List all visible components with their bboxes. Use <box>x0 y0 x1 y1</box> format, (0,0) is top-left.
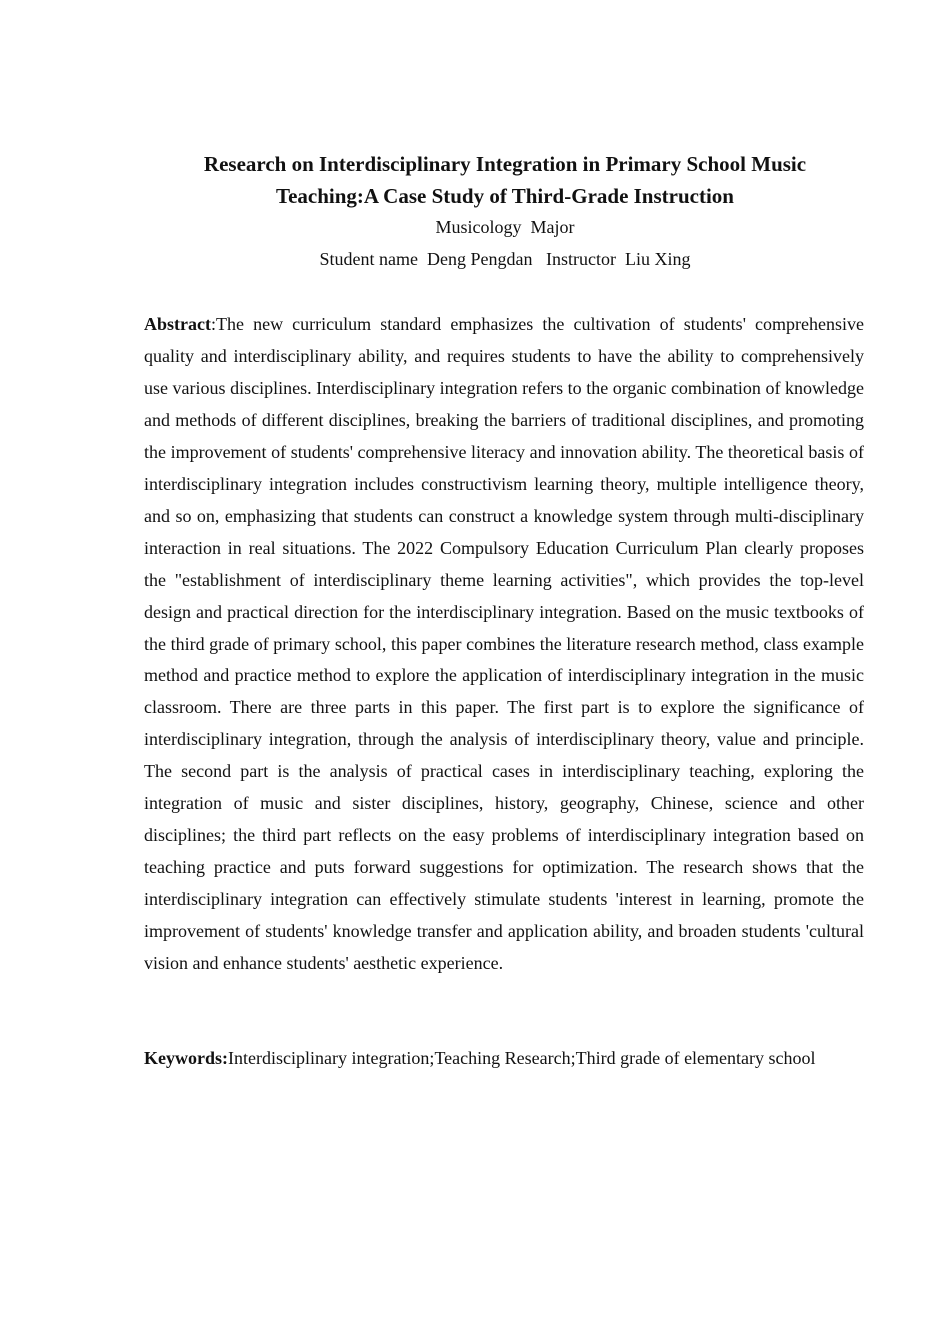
abstract-paragraph <box>144 309 864 980</box>
paper-title <box>150 148 860 212</box>
abstract-label: Abstract <box>144 314 211 334</box>
keywords-text: Interdisciplinary integration;Teaching Research;Third grade of elementary school <box>228 1048 816 1068</box>
student-instructor-line: Student name Deng Pengdan Instructor Liu Xing <box>319 249 691 269</box>
keywords-line <box>144 1043 874 1075</box>
paper-title-line-2: Teaching:A Case Study of Third-Grade Instruction <box>276 184 734 208</box>
keywords-label: Keywords: <box>144 1048 228 1068</box>
paper-title-line-1: Research on Interdisciplinary Integration in Primary School Music <box>203 152 807 176</box>
major-line: Musicology Major <box>435 217 575 237</box>
abstract-text: :The new curriculum standard emphasizes the cultivation of students' comprehensive quality and interdisciplinary ability, and requires students to have the ability to comprehensively use various disciplines. Interdisciplinary integration refers to the organic combination of knowledge and methods of different disciplines, breaking the barriers of traditional disciplines, and promoting the improvement of students' comprehensive literacy and innovation ability. The theoretical basis of interdisciplinary integration includes constructivism learning theory, multiple intelligence theory, and so on, emphasizing that students can construct a knowledge system through multi-disciplinary interaction in real situations. The 2022 Compulsory Education Curriculum Plan clearly proposes the "establishment of interdisciplinary theme learning activities", which provides the top-level design and practical direction for the interdisciplinary integration. Based on the music textbooks of the third grade of primary school, this paper combines the literature research method, class example method and practice method to explore the application of interdisciplinary integration in the music classroom. There are three parts in this paper. The first part is to explore the significance of interdisciplinary integration, through the analysis of interdisciplinary theory, value and principle. The second part is the analysis of practical cases in interdisciplinary teaching, exploring the integration of music and sister disciplines, history, geography, Chinese, science and other disciplines; the third part reflects on the easy problems of interdisciplinary integration based on teaching practice and puts forward suggestions for optimization. The research shows that the interdisciplinary integration can effectively stimulate students 'interest in learning, promote the improvement of students' knowledge transfer and application ability, and broaden students 'cultural vision and enhance students' aesthetic experience. <box>144 314 864 974</box>
